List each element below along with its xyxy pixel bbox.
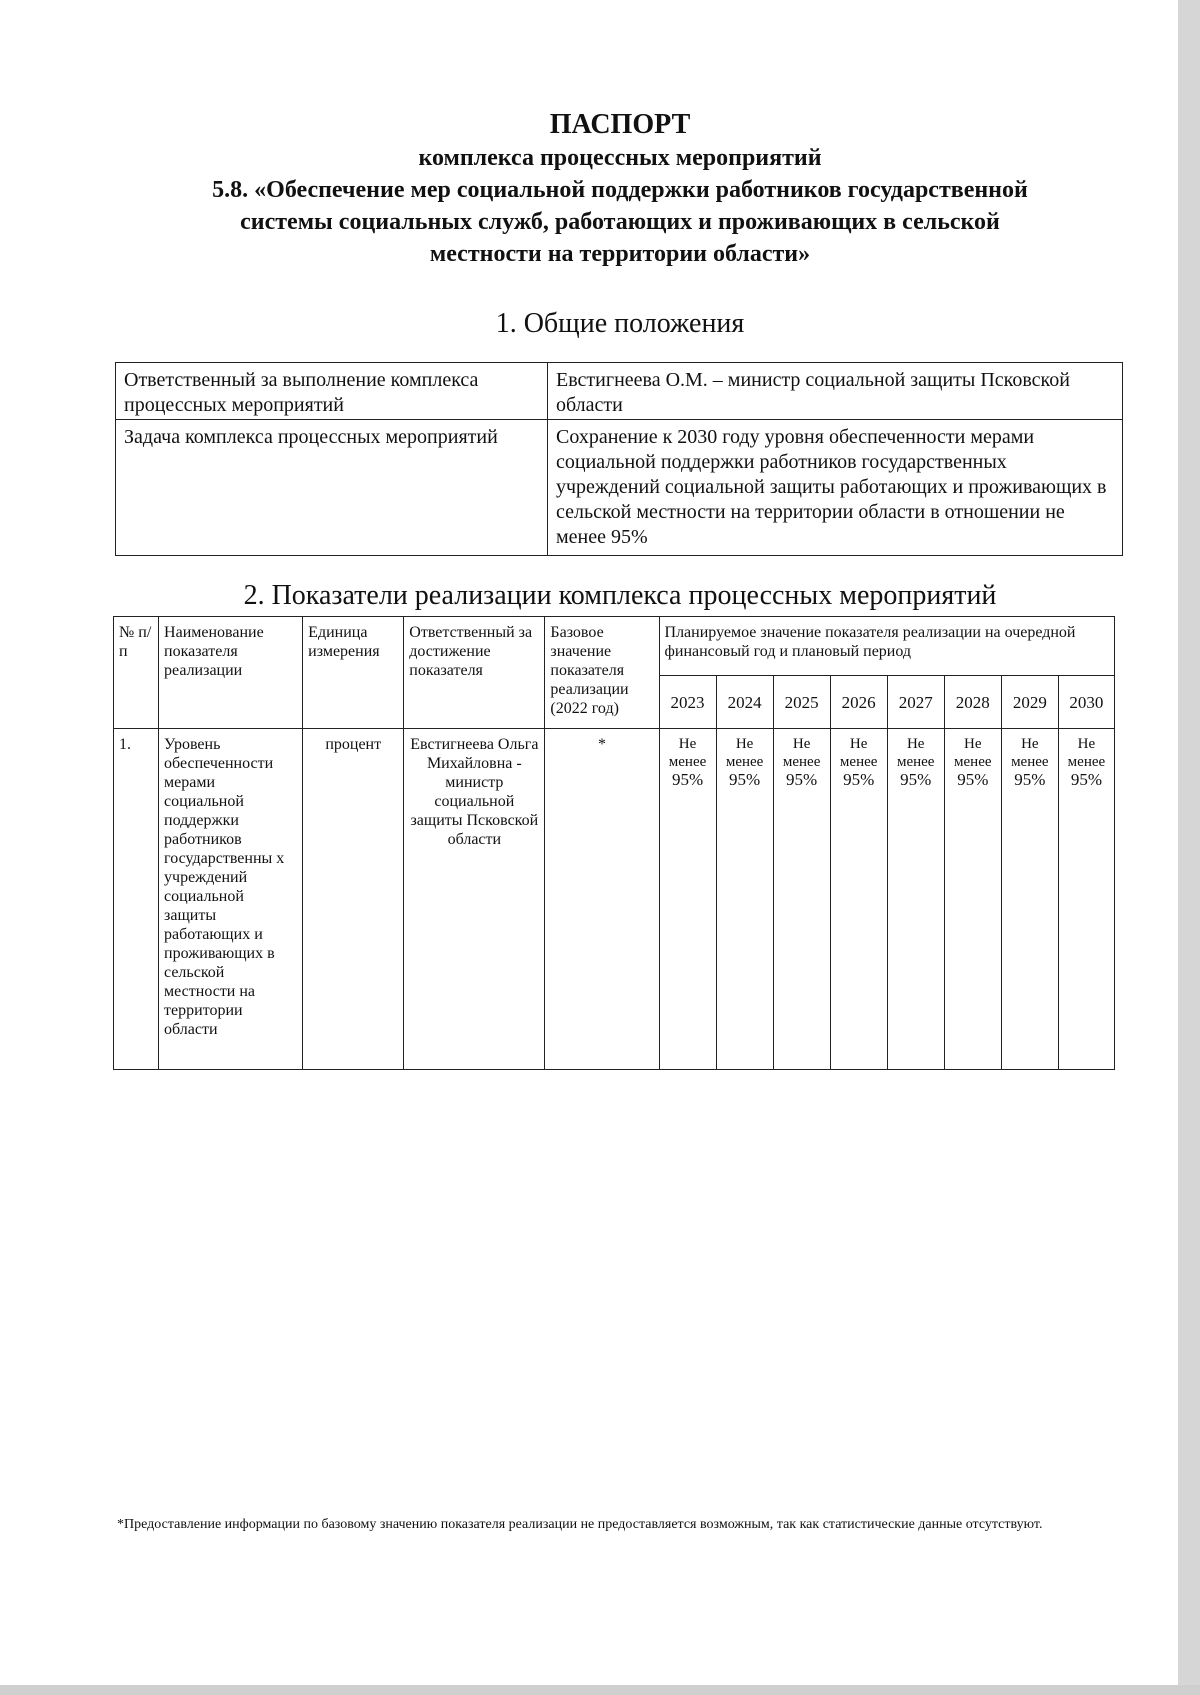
plan-percent: 95% bbox=[843, 770, 875, 789]
row-unit: процент bbox=[303, 729, 404, 1070]
header-planned: Планируемое значение показателя реализации на очередной финансовый год и плановый период bbox=[659, 617, 1114, 676]
row-num: 1. bbox=[114, 729, 159, 1070]
plan-value-2027 bbox=[887, 729, 944, 1070]
scan-bottom-edge bbox=[0, 1685, 1200, 1695]
plan-percent: 95% bbox=[671, 770, 704, 789]
task-label: Задача комплекса процессных мероприятий bbox=[116, 420, 548, 556]
plan-percent: 95% bbox=[1014, 770, 1046, 789]
task-value: Сохранение к 2030 году уровня обеспеченности мерами социальной поддержки работников государственных учреждений социальной защиты работающих и проживающих в сельской местности на территории области в отношении не менее 95% bbox=[548, 420, 1123, 556]
header-name: Наименование показателя реализации bbox=[159, 617, 303, 729]
row-base-value: * bbox=[545, 729, 659, 1070]
header-num: № п/п bbox=[114, 617, 159, 729]
indicators-table bbox=[113, 616, 1115, 1070]
responsible-label: Ответственный за выполнение комплекса процессных мероприятий bbox=[116, 363, 548, 420]
table-row bbox=[114, 729, 1115, 1070]
title-name-line-3: местности на территории области» bbox=[429, 241, 811, 267]
table-row bbox=[116, 420, 1123, 556]
section-1-heading: 1. Общие положения bbox=[495, 308, 745, 339]
header-responsible: Ответственный за достижение показателя bbox=[404, 617, 545, 729]
plan-prefix: Не менее bbox=[896, 736, 935, 770]
year-2025: 2025 bbox=[773, 676, 830, 729]
title-name-line-2: системы социальных служб, работающих и проживающих в сельской bbox=[240, 209, 1000, 235]
year-2026: 2026 bbox=[830, 676, 887, 729]
plan-value-2026 bbox=[830, 729, 887, 1070]
plan-percent: 95% bbox=[729, 770, 761, 789]
footnote: *Предоставление информации по базовому значению показателя реализации не предоставляется возможным, так как статистические данные отсутствуют. bbox=[117, 1517, 1043, 1532]
plan-percent: 95% bbox=[900, 770, 932, 789]
year-2027: 2027 bbox=[887, 676, 944, 729]
header-unit: Единица измерения bbox=[303, 617, 404, 729]
plan-prefix: Не менее bbox=[782, 736, 821, 770]
year-2028: 2028 bbox=[944, 676, 1001, 729]
row-responsible: Евстигнеева Ольга Михайловна - министр социальной защиты Псковской области bbox=[404, 729, 545, 1070]
year-2030: 2030 bbox=[1058, 676, 1114, 729]
title-name-line-1: 5.8. «Обеспечение мер социальной поддержки работников государственной bbox=[212, 177, 1028, 203]
year-2029: 2029 bbox=[1001, 676, 1058, 729]
table-row bbox=[116, 363, 1123, 420]
plan-percent: 95% bbox=[1070, 770, 1102, 789]
plan-prefix: Не менее bbox=[839, 736, 878, 770]
plan-value-2029 bbox=[1001, 729, 1058, 1070]
plan-value-2030 bbox=[1058, 729, 1114, 1070]
responsible-value: Евстигнеева О.М. – министр социальной защиты Псковской области bbox=[548, 363, 1123, 420]
plan-prefix: Не менее bbox=[1011, 736, 1049, 770]
section-2-heading: 2. Показатели реализации комплекса процессных мероприятий bbox=[243, 580, 997, 611]
year-2023: 2023 bbox=[659, 676, 716, 729]
plan-prefix: Не менее bbox=[1067, 736, 1106, 770]
header-base-value: Базовое значение показателя реализации (2022 год) bbox=[545, 617, 659, 729]
scan-page-edge bbox=[1178, 0, 1200, 1695]
plan-value-2023 bbox=[659, 729, 716, 1070]
plan-value-2028 bbox=[944, 729, 1001, 1070]
plan-percent: 95% bbox=[957, 770, 989, 789]
plan-percent: 95% bbox=[786, 770, 818, 789]
title-main: ПАСПОРТ bbox=[549, 109, 691, 140]
title-subtitle: комплекса процессных мероприятий bbox=[418, 145, 822, 171]
plan-value-2024 bbox=[716, 729, 773, 1070]
document-title bbox=[100, 108, 1140, 270]
year-2024: 2024 bbox=[716, 676, 773, 729]
plan-prefix: Не менее bbox=[954, 736, 992, 770]
general-provisions-table bbox=[115, 362, 1123, 556]
plan-prefix: Не менее bbox=[668, 736, 707, 770]
row-indicator-name: Уровень обеспеченности мерами социальной поддержки работников государственны х учреждений социальной защиты работающих и проживающих в сельской местности на территории области bbox=[159, 729, 303, 1070]
plan-value-2025 bbox=[773, 729, 830, 1070]
header-row bbox=[114, 617, 1115, 676]
plan-prefix: Не менее bbox=[725, 736, 764, 770]
